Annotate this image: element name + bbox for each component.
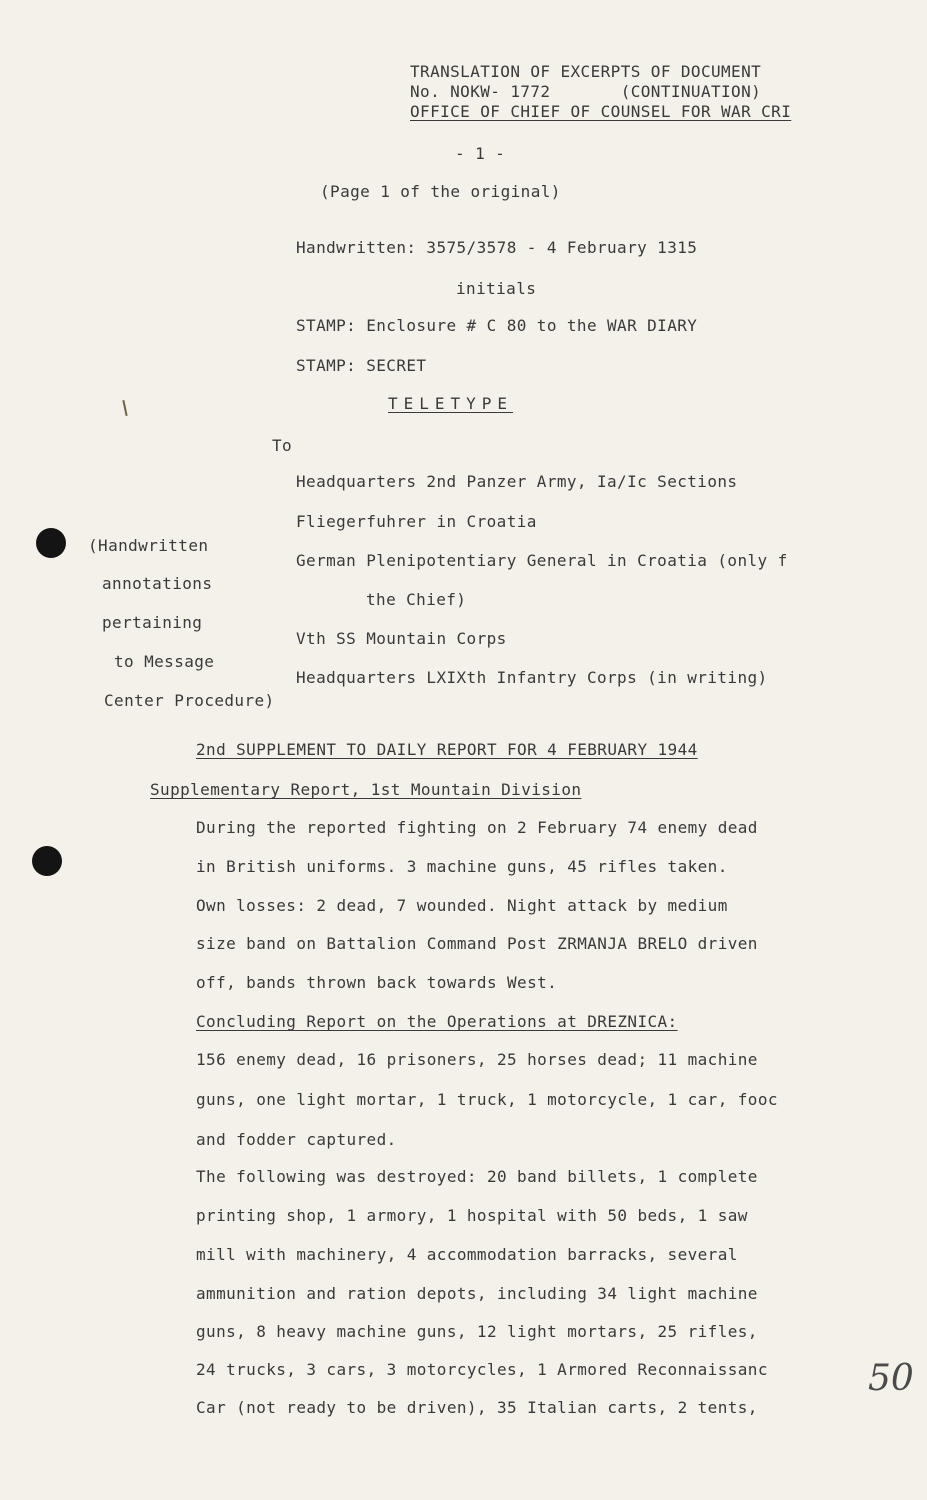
punch-hole xyxy=(32,846,62,876)
recipient-line: German Plenipotentiary General in Croatia (only f xyxy=(296,551,788,570)
handwritten-page-number: 50 xyxy=(868,1358,914,1399)
handwritten-note: Handwritten: 3575/3578 - 4 February 1315 xyxy=(296,238,698,257)
recipient-line: Headquarters 2nd Panzer Army, Ia/Ic Sections xyxy=(296,472,738,491)
body-line: size band on Battalion Command Post ZRMANJA BRELO driven xyxy=(196,934,758,953)
concluding-line: guns, 8 heavy machine guns, 12 light mortars, 25 rifles, xyxy=(196,1322,758,1341)
body-line: off, bands thrown back towards West. xyxy=(196,973,558,992)
concluding-line: ammunition and ration depots, including 34 light machine xyxy=(196,1284,758,1303)
recipient-line: Headquarters LXIXth Infantry Corps (in writing) xyxy=(296,668,768,687)
margin-note-line: annotations xyxy=(102,574,213,593)
header-title: TRANSLATION OF EXCERPTS OF DOCUMENT xyxy=(410,62,762,81)
concluding-line: mill with machinery, 4 accommodation barracks, several xyxy=(196,1245,738,1264)
margin-note-line: Center Procedure) xyxy=(104,691,275,710)
stamp-enclosure: STAMP: Enclosure # C 80 to the WAR DIARY xyxy=(296,316,698,335)
initials-note: initials xyxy=(456,279,537,298)
body-line: Own losses: 2 dead, 7 wounded. Night attack by medium xyxy=(196,896,728,915)
concluding-line: and fodder captured. xyxy=(196,1130,397,1149)
concluding-line: guns, one light mortar, 1 truck, 1 motorcycle, 1 car, fooc xyxy=(196,1090,778,1109)
margin-note-line: to Message xyxy=(114,652,215,671)
concluding-line: 156 enemy dead, 16 prisoners, 25 horses dead; 11 machine xyxy=(196,1050,758,1069)
original-page-note: (Page 1 of the original) xyxy=(320,182,561,201)
header-document-number: No. NOKW- 1772 (CONTINUATION) xyxy=(410,82,762,101)
stamp-secret: STAMP: SECRET xyxy=(296,356,427,375)
concluding-line: 24 trucks, 3 cars, 3 motorcycles, 1 Armored Reconnaissanc xyxy=(196,1360,768,1379)
page-marker: - 1 - xyxy=(455,144,506,163)
header-office: OFFICE OF CHIEF OF COUNSEL FOR WAR CRI xyxy=(410,102,792,121)
punch-hole xyxy=(36,528,66,558)
body-line: During the reported fighting on 2 February 74 enemy dead xyxy=(196,818,758,837)
supplementary-report-heading: Supplementary Report, 1st Mountain Division xyxy=(150,780,582,799)
concluding-line: The following was destroyed: 20 band billets, 1 complete xyxy=(196,1167,758,1186)
margin-note-line: (Handwritten xyxy=(88,536,209,555)
concluding-line: printing shop, 1 armory, 1 hospital with 50 beds, 1 saw xyxy=(196,1206,748,1225)
concluding-line: Car (not ready to be driven), 35 Italian carts, 2 tents, xyxy=(196,1398,758,1417)
concluding-report-heading: Concluding Report on the Operations at DREZNICA: xyxy=(196,1012,678,1031)
margin-note-line: pertaining xyxy=(102,613,203,632)
teletype-heading: TELETYPE xyxy=(388,394,514,413)
recipient-line: Fliegerfuhrer in Croatia xyxy=(296,512,537,531)
recipient-line: the Chief) xyxy=(366,590,467,609)
margin-mark xyxy=(122,400,127,416)
recipient-line: Vth SS Mountain Corps xyxy=(296,629,507,648)
body-line: in British uniforms. 3 machine guns, 45 rifles taken. xyxy=(196,857,728,876)
supplement-title: 2nd SUPPLEMENT TO DAILY REPORT FOR 4 FEBRUARY 1944 xyxy=(196,740,698,759)
to-label: To xyxy=(272,436,293,455)
